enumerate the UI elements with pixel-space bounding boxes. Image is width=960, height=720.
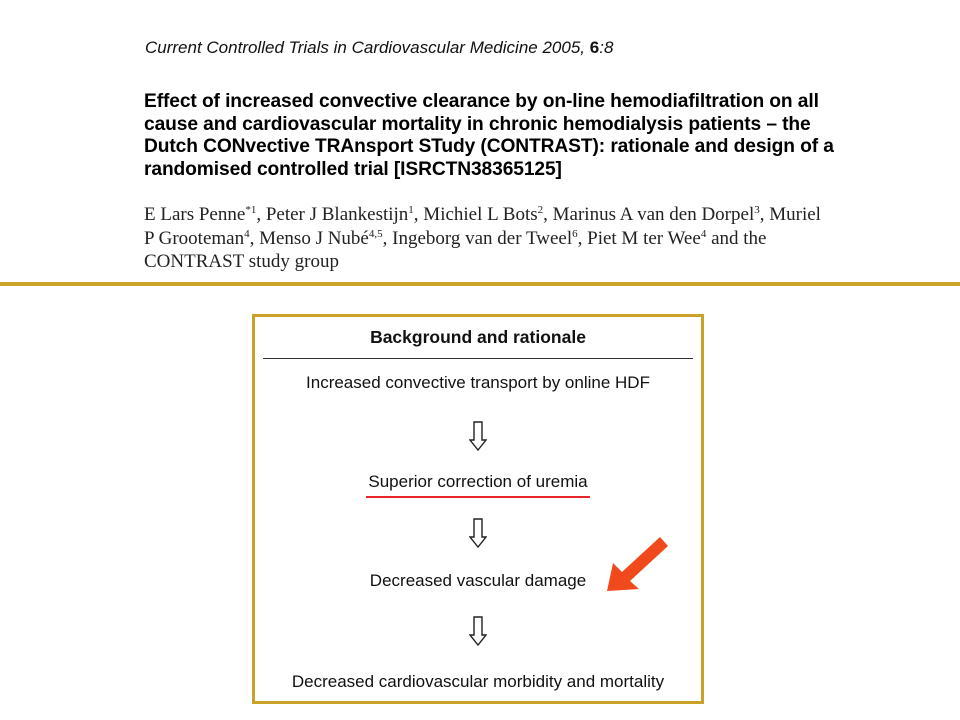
author: Michiel L Bots$^2$, [423,204,548,225]
flow-step-2 [255,472,701,492]
author: Peter J Blankestijn$^1$, [265,204,419,225]
flow-step-4: Decreased cardiovascular morbidity and mortality [291,672,665,691]
journal-name: Current Controlled Trials in Cardiovascular Medicine [145,38,538,57]
author: Ingeborg van der Tweel$^6$, [392,227,583,249]
down-arrow-icon [469,518,487,548]
paper-title: Effect of increased convective clearance by on-line hemodiafiltration on all cause and cardiovascular mortality in chronic hemodialysis patients – the Dutch CONvective TRAnsport STudy (CONTRAST): rationale and design of a randomised controlled trial [ISRCTN38365125] [144,91,834,180]
red-underline [366,496,589,498]
journal-citation [145,38,613,58]
journal-volume: 6 [589,38,600,57]
flow-step-2-label: Superior correction of uremia [368,472,588,491]
down-arrow-icon [469,421,487,451]
box-title: Background and rationale [370,327,586,347]
flow-step-3: Decreased vascular damage [369,571,587,590]
author: Menso J Nubé$^{4,5}$, [259,227,388,249]
section-divider [0,282,960,286]
flow-step-1: Increased convective transport by online HDF [306,373,650,392]
author: Muriel P Grooteman$^4$, [144,204,821,249]
author: Piet M ter Wee$^4$ [587,227,707,249]
rationale-box [252,314,704,704]
down-arrow-icon [469,616,487,646]
article-number: :8 [599,38,614,57]
pointer-arrow-icon [607,535,669,593]
author: E Lars Penne$^{*1}$, [144,204,262,225]
box-title-rule [263,358,693,359]
journal-year: 2005, [542,38,586,57]
author: Marinus A van den Dorpel$^3$, [552,204,765,225]
authors-suffix: and the CONTRAST study group [144,227,767,272]
author-list [144,203,834,274]
